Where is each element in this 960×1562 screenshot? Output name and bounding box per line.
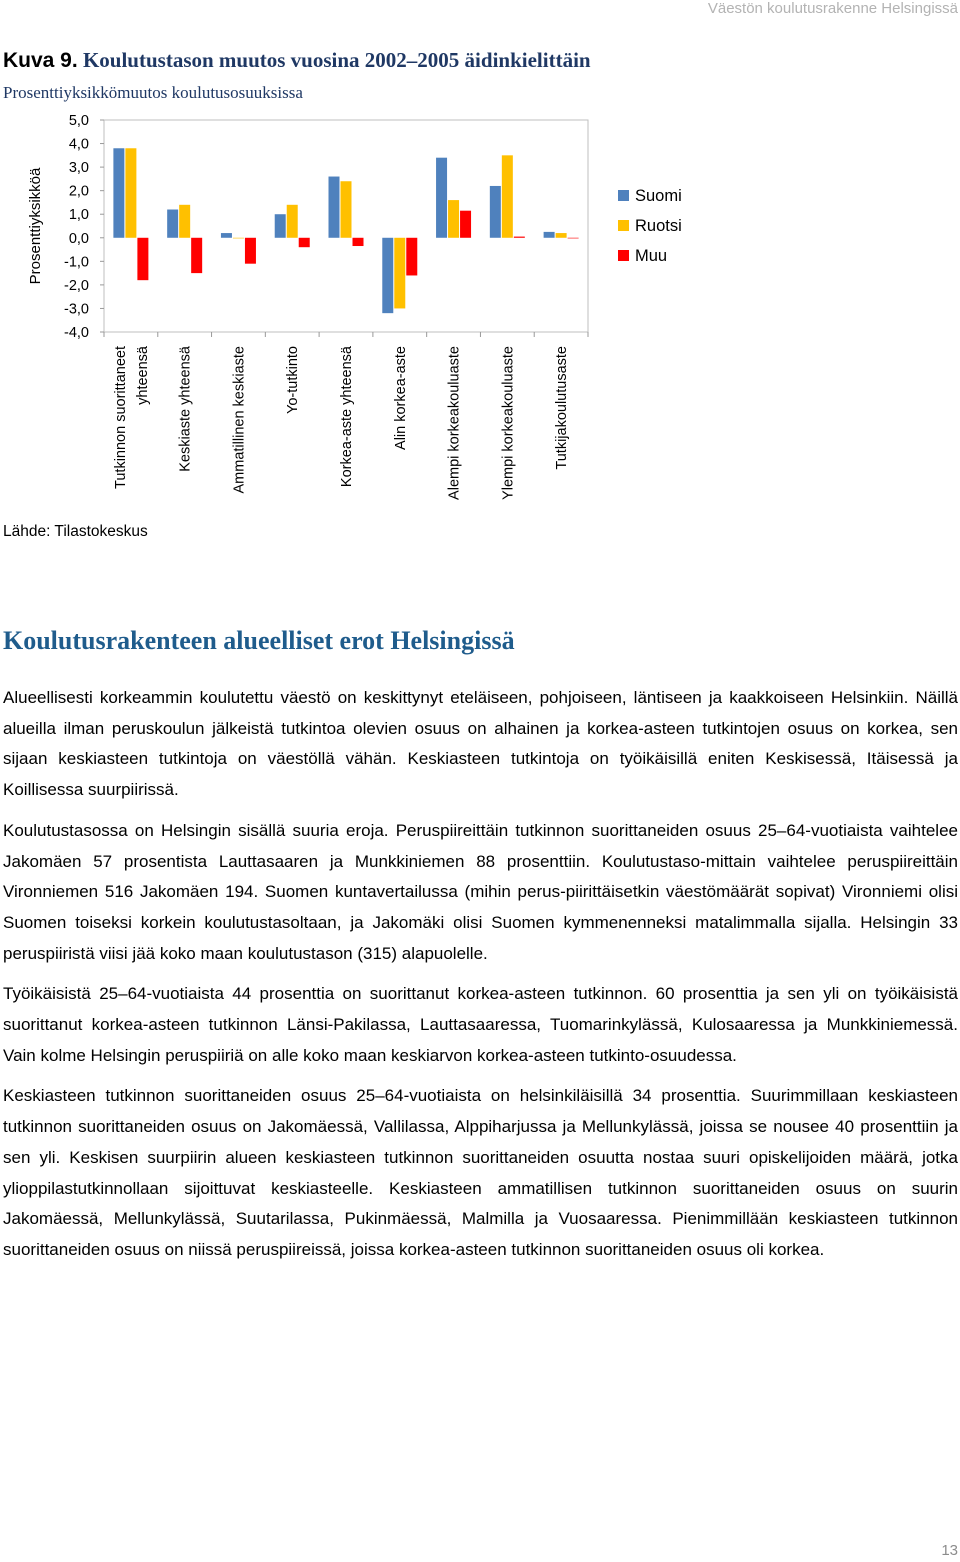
x-category-label: Ylempi korkeakouluaste (500, 346, 517, 500)
bar-suomi (544, 232, 555, 238)
bar-suomi (490, 186, 501, 238)
bar-ruotsi (125, 148, 136, 238)
running-header: Väestön koulutusrakenne Helsingissä (707, 0, 958, 17)
legend-label-muu: Muu (635, 247, 668, 265)
paragraph-4: Keskiasteen tutkinnon suorittaneiden osuus 25–64-vuotiaista on helsinkiläisillä 34 prosenttia. Suurimmillaan keskiasteen tutkinnon suorittaneiden osuus on Jakomäessä, Vallilassa, Alppiharjussa ja Mellunkylässä, joissa se nousee 40 prosenttiin ja sen yli. Keskisen suurpiirin alueen keskiasteen tutkinnon suorittaneiden osuutta nostaa suuri opiskelijoiden määrä, jotka ylioppilastutkinnollaan sijoittuvat keskiasteelle. Keskiasteen ammatillisen tutkinnon suorittaneiden osuus on suurin Jakomäessä, Mellunkylässä, Suutarilassa, Pukinmäessä, Malmilla ja Vuosaaressa. Pienimmillään keskiasteen tutkinnon suorittaneiden osuus on niissä peruspiireissä, joissa korkea-asteen tutkinnon suorittaneiden osuus oli korkea. (3, 1086, 958, 1259)
paragraph-3: Työikäisistä 25–64-vuotiaista 44 prosenttia on suorittanut korkea-asteen tutkinnon. 60 prosenttia ja sen yli on työikäisistä suorittanut korkea-asteen tutkinnon Länsi-Pakilassa, Lauttasaaressa, Tuomarinkylässä, Kulosaaressa ja Munkkiniemessä. Vain kolme Helsingin peruspiiriä on alle koko maan keskiarvon korkea-asteen tutkinto-osuudessa. (3, 984, 958, 1065)
bar-muu (568, 238, 579, 239)
source-note: Lähde: Tilastokeskus (3, 523, 148, 540)
legend-label-ruotsi: Ruotsi (635, 217, 682, 235)
bar-ruotsi (502, 155, 513, 237)
y-tick-label: -1,0 (64, 254, 89, 271)
figure-label: Kuva 9. (3, 49, 78, 72)
bar-suomi (275, 214, 286, 238)
y-tick-label: -4,0 (64, 325, 89, 341)
y-tick-label: 0,0 (68, 230, 89, 247)
bar-chart (0, 100, 960, 520)
bar-muu (137, 238, 148, 280)
x-category-label: Keskiaste yhteensä (177, 346, 194, 472)
x-category-label: Tutkinnon suorittaneet (112, 346, 129, 489)
figure-subtitle: Prosenttiyksikkömuutos koulutusosuuksissa (3, 83, 303, 102)
legend-swatch-muu (618, 250, 629, 261)
bar-ruotsi (287, 205, 298, 238)
bar-muu (353, 238, 364, 246)
bar-ruotsi (341, 181, 352, 238)
bar-muu (299, 238, 310, 247)
y-axis-title: Prosenttiyksikköä (27, 167, 44, 285)
y-tick-label: 2,0 (68, 183, 89, 200)
y-tick-label: 3,0 (68, 160, 89, 177)
legend-label-suomi: Suomi (635, 187, 682, 205)
bar-muu (460, 211, 471, 238)
x-category-label: Tutkijakoulutusaste (554, 346, 571, 470)
x-category-label: Alempi korkeakouluaste (446, 346, 463, 500)
x-category-label: Korkea-aste yhteensä (339, 346, 355, 488)
bar-suomi (113, 148, 124, 238)
legend-swatch-suomi (618, 190, 629, 201)
body-text (3, 683, 958, 1276)
bar-muu (514, 237, 525, 238)
bar-ruotsi (179, 205, 190, 238)
bar-ruotsi (394, 238, 405, 309)
y-tick-label: -2,0 (64, 277, 89, 294)
section-title: Koulutusrakenteen alueelliset erot Helsingissä (3, 626, 515, 655)
bar-suomi (436, 158, 447, 238)
y-tick-label: 1,0 (68, 207, 89, 224)
bar-ruotsi (556, 233, 567, 238)
paragraph-1: Alueellisesti korkeammin koulutettu väestö on keskittynyt eteläiseen, pohjoiseen, läntiseen ja kaakkoiseen Helsinkiin. Näillä alueilla ilman peruskoulun jälkeistä tutkintoa olevien osuus on alhainen ja korkea-asteen tutkintojen osuus on korkea, sen sijaan keskiasteen tutkintoja on väestöllä vähän. Keskiasteen tutkintoja on työikäisillä eniten Keskisessä, Itäisessä ja Koillisessa suurpiirissä. (3, 688, 958, 800)
legend-swatch-ruotsi (618, 220, 629, 231)
paragraph-2: Koulutustasossa on Helsingin sisällä suuria eroja. Peruspiireittäin tutkinnon suorittaneiden osuus 25–64-vuotiaista vaihtelee Jakomäen 57 prosentista Lauttasaaren ja Munkkiniemen 88 prosenttiin. Koulutustaso-mittain vaihtelee peruspiireittäin Vironniemen 516 Jakomäen 194. Suomen kuntavertailussa (mihin perus-piirittäisetkin väestömäärät sopivat) Vironniemi olisi Suomen toiseksi korkein koulutustasoltaan, ja Jakomäki olisi Suomen kymmenenneksi matalimmalla sijalla. Helsingin 33 peruspiiristä viisi jää koko maan koulutustason (315) alapuolelle. (3, 820, 958, 963)
bar-muu (245, 238, 256, 264)
figure-title-text: Koulutustason muutos vuosina 2002–2005 äidinkielittäin (82, 48, 591, 72)
bar-suomi (329, 177, 340, 238)
bar-muu (191, 238, 202, 273)
y-tick-label: 4,0 (68, 136, 89, 153)
x-category-label: yhteensä (134, 346, 151, 405)
x-category-label: Ammatillinen keskiaste (231, 346, 248, 494)
figure-title (3, 48, 591, 73)
y-tick-label: -3,0 (64, 301, 89, 318)
x-category-label: Alin korkea-aste (392, 346, 409, 450)
x-category-label: Yo-tutkinto (285, 346, 302, 414)
bar-suomi (221, 233, 232, 238)
bar-ruotsi (448, 200, 459, 238)
bar-ruotsi (233, 238, 244, 239)
bar-suomi (382, 238, 393, 313)
bar-muu (406, 238, 417, 276)
bar-suomi (167, 210, 178, 238)
y-tick-label: 5,0 (68, 113, 89, 129)
page-number: 13 (941, 1542, 958, 1559)
